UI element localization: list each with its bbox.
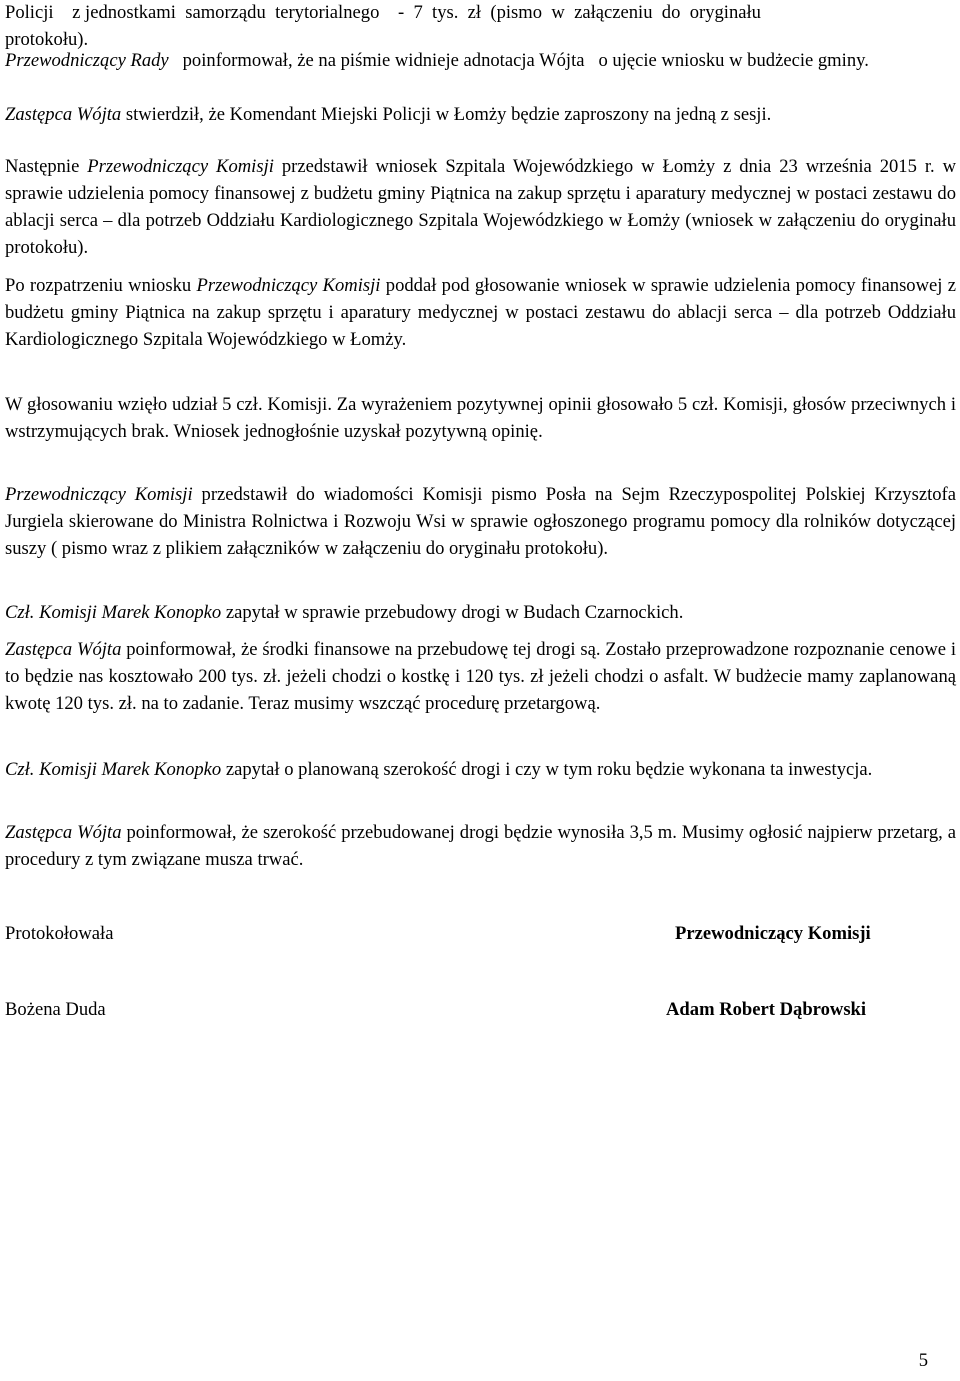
signature-right-role: Przewodniczący Komisji <box>675 923 871 944</box>
speaker-name: Czł. Komisji Marek Konopko <box>5 602 222 623</box>
page-number: 5 <box>918 1350 928 1371</box>
signature-right-name: Adam Robert Dąbrowski <box>666 999 867 1020</box>
paragraph-konopko-question-2 <box>5 756 956 783</box>
paragraph-text: poinformował, że szerokość przebudowanej drogi będzie wynosiła 3,5 m. Musimy ogłosić najpierw przetarg, a procedury z tym związane musza trwać. <box>5 822 956 870</box>
paragraph-line: protokołu). <box>5 28 89 50</box>
paragraph-text: stwierdził, że Komendant Miejski Policji w Łomży będzie zaproszony na jedną z sesji. <box>121 104 772 125</box>
paragraph-text: poinformował, że na piśmie widnieje adnotacja Wójta o ujęcie wniosku w budżecie gminy. <box>168 50 869 71</box>
paragraph-council-chair <box>5 48 956 75</box>
paragraph-text: zapytał w sprawie przebudowy drogi w Budach Czarnockich. <box>221 602 684 623</box>
paragraph-vote-motion <box>5 272 956 353</box>
speaker-name: Zastępca Wójta <box>5 822 122 843</box>
speaker-name: Zastępca Wójta <box>5 104 122 125</box>
paragraph-text: poddał pod głosowanie wniosek w sprawie udzielenia pomocy finansowej z budżetu gminy Piątnica na zakup sprzętu i aparatury medycznej w postaci zestawu do ablacji serca – dla potrzeb Oddziału Kardiologicznego Szpitala Wojewódzkiego w Łomży. <box>5 275 956 350</box>
paragraph-vote-result <box>5 391 956 445</box>
speaker-name: Przewodniczący Komisji <box>196 275 381 296</box>
paragraph-deputy-mayor-3 <box>5 819 956 873</box>
paragraph-hospital-request <box>5 153 956 261</box>
speaker-name: Przewodniczący Komisji <box>5 484 193 505</box>
speaker-name: Przewodniczący Komisji <box>87 156 274 177</box>
signature-left-role: Protokołowała <box>5 923 114 944</box>
paragraph-text: przedstawił wniosek Szpitala Wojewódzkiego w Łomży z dnia 23 września 2015 r. w sprawie udzielenia pomocy finansowej z budżetu gminy Piątnica na zakup sprzętu i aparatury medycznej w postaci zestawu do ablacji serca – dla potrzeb Oddziału Kardiologicznego Szpitala Wojewódzkiego w Łomży (wniosek w załączeniu do oryginału protokołu). <box>5 156 956 258</box>
paragraph-deputy-mayor-1 <box>5 101 956 128</box>
paragraph-police-request <box>5 0 956 53</box>
paragraph-text: zapytał o planowaną szerokość drogi i czy w tym roku będzie wykonana ta inwestycja. <box>221 759 873 780</box>
signature-left-name: Bożena Duda <box>5 999 106 1020</box>
paragraph-text: przedstawił do wiadomości Komisji pismo Posła na Sejm Rzeczypospolitej Polskiej Krzysztofa Jurgiela skierowane do Ministra Rolnictwa i Rozwoju Wsi w sprawie ogłoszonego programu pomocy dla rolników dotyczącej suszy ( pismo wraz z plikiem załączników w załączeniu do oryginału protokołu). <box>5 484 956 559</box>
speaker-name: Zastępca Wójta <box>5 639 122 660</box>
paragraph-konopko-question-1 <box>5 599 956 626</box>
paragraph-text: Po rozpatrzeniu wniosku <box>5 275 197 296</box>
paragraph-text: Następnie <box>5 156 88 177</box>
paragraph-text: W głosowaniu wzięło udział 5 czł. Komisji. Za wyrażeniem pozytywnej opinii głosowało 5 czł. Komisji, głosów przeciwnych i wstrzymujących brak. Wniosek jednogłośnie uzyskał pozytywną opinię. <box>5 394 956 442</box>
speaker-name: Przewodniczący Rady <box>5 50 169 71</box>
paragraph-line: Policji z jednostkami samorządu terytorialnego - 7 tys. zł (pismo w załączeniu do oryginału <box>5 2 761 23</box>
speaker-name: Czł. Komisji Marek Konopko <box>5 759 222 780</box>
paragraph-deputy-mayor-2 <box>5 636 956 717</box>
paragraph-drought-letter <box>5 481 956 562</box>
paragraph-text: poinformował, że środki finansowe na przebudowę tej drogi są. Zostało przeprowadzone rozpoznanie cenowe i to będzie nas kosztowało 200 tys. zł. jeżeli chodzi o kostkę i 120 tys. zł jeżeli chodzi o asfalt. W budżecie mamy zaplanowaną kwotę 120 tys. zł. na to zadanie. Teraz musimy wszcząć procedurę przetargową. <box>5 639 956 714</box>
